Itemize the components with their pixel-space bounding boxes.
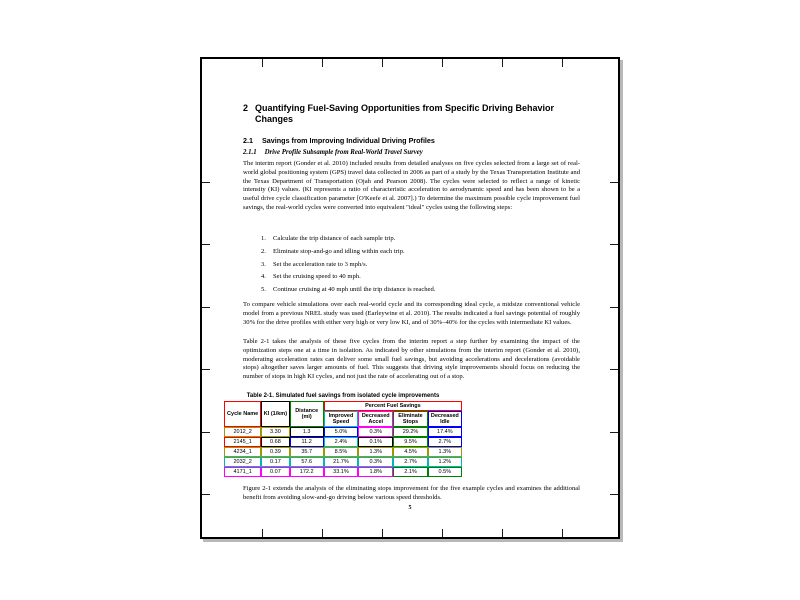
- tick-mark: [562, 59, 563, 67]
- list-item-text: Eliminate stop-and-go and idling within each trip.: [273, 247, 405, 255]
- tick-mark: [262, 59, 263, 67]
- table-cell: 4171_1: [224, 467, 261, 477]
- table-cell: 1.3%: [428, 447, 462, 457]
- tick-mark: [610, 494, 618, 495]
- tick-mark: [442, 529, 443, 537]
- subsection-number: 2.1.1: [243, 149, 257, 156]
- tick-mark: [202, 244, 210, 245]
- table-row: [224, 427, 462, 437]
- tick-mark: [382, 529, 383, 537]
- tick-mark: [610, 182, 618, 183]
- tick-mark: [502, 59, 503, 67]
- table-cell: 1.2%: [428, 457, 462, 467]
- paragraph: Figure 2-1 extends the analysis of the eliminating stops improvement for the five example cycles and examines the additional benefit from avoiding slow-and-go driving below various speed thresholds.: [243, 485, 580, 501]
- list-item: [261, 286, 561, 295]
- table-cell: 5.0%: [324, 427, 358, 437]
- list-item-number: 3.: [261, 260, 266, 268]
- table-cell: 0.39: [261, 447, 289, 457]
- table-cell: 29.2%: [393, 427, 427, 437]
- table-cell: 4.5%: [393, 447, 427, 457]
- table-cell: 57.6: [290, 457, 324, 467]
- table-cell: 0.1%: [358, 437, 393, 447]
- table-cell: 35.7: [290, 447, 324, 457]
- column-header: Cycle Name: [224, 401, 261, 427]
- tick-mark: [610, 244, 618, 245]
- list-item-text: Calculate the trip distance of each sample trip.: [273, 235, 396, 242]
- table-cell: 9.5%: [393, 437, 427, 447]
- chapter-number: 2: [243, 103, 249, 113]
- list-item: [261, 261, 561, 270]
- table-cell: 2012_2: [224, 427, 261, 437]
- tick-mark: [322, 529, 323, 537]
- list-item-text: Set the acceleration rate to 3 mph/s.: [273, 260, 368, 268]
- table-cell: 1.8%: [358, 467, 393, 477]
- tick-mark: [382, 59, 383, 67]
- column-header-group: Percent Fuel Savings: [324, 401, 462, 411]
- paragraph: The interim report (Gonder et al. 2010) included results from detailed analyses on five cycles selected from a large set of real-world global positioning system (GPS) travel data collected in 2006 as part of a study by the Texas Transportation Institute and the Texas Department of Transportation (Ojah and Pearson 2008). The cycles were selected to reflect a range of kinetic intensity (KI) values. (KI represents a ratio of characteristic acceleration to aerodynamic speed and has been shown to be a useful drive cycle classification parameter [O'Keefe et al. 2007].) To determine the maximum possible cycle improvement fuel savings, the real-world cycles were converted into equivalent "ideal" cycles using the following steps:: [243, 160, 580, 211]
- list-item-text: Continue cruising at 40 mph until the trip distance is reached.: [273, 286, 436, 294]
- tick-mark: [502, 529, 503, 537]
- table-cell: 17.4%: [428, 427, 462, 437]
- list-item-number: 1.: [261, 235, 266, 242]
- table-row: [224, 467, 462, 477]
- tick-mark: [202, 494, 210, 495]
- list-item: [261, 273, 561, 282]
- tick-mark: [610, 369, 618, 370]
- table-row: [224, 457, 462, 467]
- tick-mark: [202, 307, 210, 308]
- list-item-number: 4.: [261, 273, 266, 281]
- table-cell: 21.7%: [324, 457, 358, 467]
- column-header: KI (1/km): [261, 401, 289, 427]
- list-item-number: 5.: [261, 286, 266, 294]
- tick-mark: [562, 529, 563, 537]
- column-header: Distance (mi): [290, 401, 324, 427]
- ideal-cycle-steps-list: [261, 235, 561, 299]
- table-row: [224, 437, 462, 447]
- table-cell: 2.4%: [324, 437, 358, 447]
- table-cell: 11.2: [290, 437, 324, 447]
- section-title: Savings from Improving Individual Driving Profiles: [262, 136, 435, 145]
- paragraph: To compare vehicle simulations over each real-world cycle and its corresponding ideal cycle, a midsize conventional vehicle model from a previous NREL study was used (Earleywine et al. 2010). The results indicated a fuel savings potential of roughly 30% for the drive profiles with either very high or very low KI, and of 30%–40% for the cycles with intermediate KI values.: [243, 301, 580, 326]
- page-boundary-frame: [200, 57, 620, 539]
- subsection-title: Drive Profile Subsample from Real-World Travel Survey: [264, 149, 423, 156]
- table-cell: 172.2: [290, 467, 324, 477]
- tick-mark: [262, 529, 263, 537]
- tick-mark: [610, 432, 618, 433]
- subsection-heading: [243, 149, 423, 156]
- table-cell: 3.30: [261, 427, 289, 437]
- table-cell: 0.07: [261, 467, 289, 477]
- table-cell: 0.5%: [428, 467, 462, 477]
- table-cell: 2032_2: [224, 457, 261, 467]
- sub-column-header: Decreased Accel: [358, 411, 393, 427]
- tick-mark: [322, 59, 323, 67]
- section-number: 2.1: [243, 136, 253, 145]
- tick-mark: [202, 432, 210, 433]
- page-number: 5: [408, 505, 412, 511]
- chapter-title: Quantifying Fuel-Saving Opportunities from Specific Driving Behavior Changes: [255, 103, 555, 124]
- table-row: [224, 447, 462, 457]
- table-cell: 0.68: [261, 437, 289, 447]
- table-cell: 1.3%: [358, 447, 393, 457]
- table-caption: Table 2-1. Simulated fuel savings from isolated cycle improvements: [246, 393, 440, 399]
- tick-mark: [610, 307, 618, 308]
- chapter-heading: [243, 103, 573, 125]
- tick-mark: [442, 59, 443, 67]
- table-cell: 0.3%: [358, 427, 393, 437]
- table-cell: 33.1%: [324, 467, 358, 477]
- table-cell: 0.3%: [358, 457, 393, 467]
- fuel-savings-table: [224, 401, 462, 477]
- table-cell: 4234_1: [224, 447, 261, 457]
- table-cell: 0.17: [261, 457, 289, 467]
- table-cell: 2.7%: [393, 457, 427, 467]
- tick-mark: [202, 369, 210, 370]
- sub-column-header: Improved Speed: [324, 411, 358, 427]
- page-content: [202, 59, 618, 537]
- table-cell: 2.1%: [393, 467, 427, 477]
- sub-column-header: Eliminate Stops: [393, 411, 427, 427]
- list-item-text: Set the cruising speed to 40 mph.: [273, 273, 361, 281]
- list-item-number: 2.: [261, 247, 266, 255]
- list-item: [261, 248, 561, 257]
- list-item: [261, 235, 561, 244]
- paragraph: Table 2-1 takes the analysis of these five cycles from the interim report a step further by examining the impact of the optimization steps one at a time in isolation. As indicated by other simulations from the interim report (Gonder et al. 2010), moderating acceleration rates can deliver some small fuel savings, but avoiding accelerations and decelerations (avoidable stops) altogether saves larger amounts of fuel. This suggests that driving style improvements should focus on reducing the number of stops in high KI cycles, and not just the rate of accelerating out of a stop.: [243, 338, 580, 381]
- section-heading: [243, 136, 435, 145]
- table-cell: 2.7%: [428, 437, 462, 447]
- table-cell: 2145_1: [224, 437, 261, 447]
- tick-mark: [202, 182, 210, 183]
- table-cell: 8.5%: [324, 447, 358, 457]
- sub-column-header: Decreased Idle: [428, 411, 462, 427]
- table-cell: 1.3: [290, 427, 324, 437]
